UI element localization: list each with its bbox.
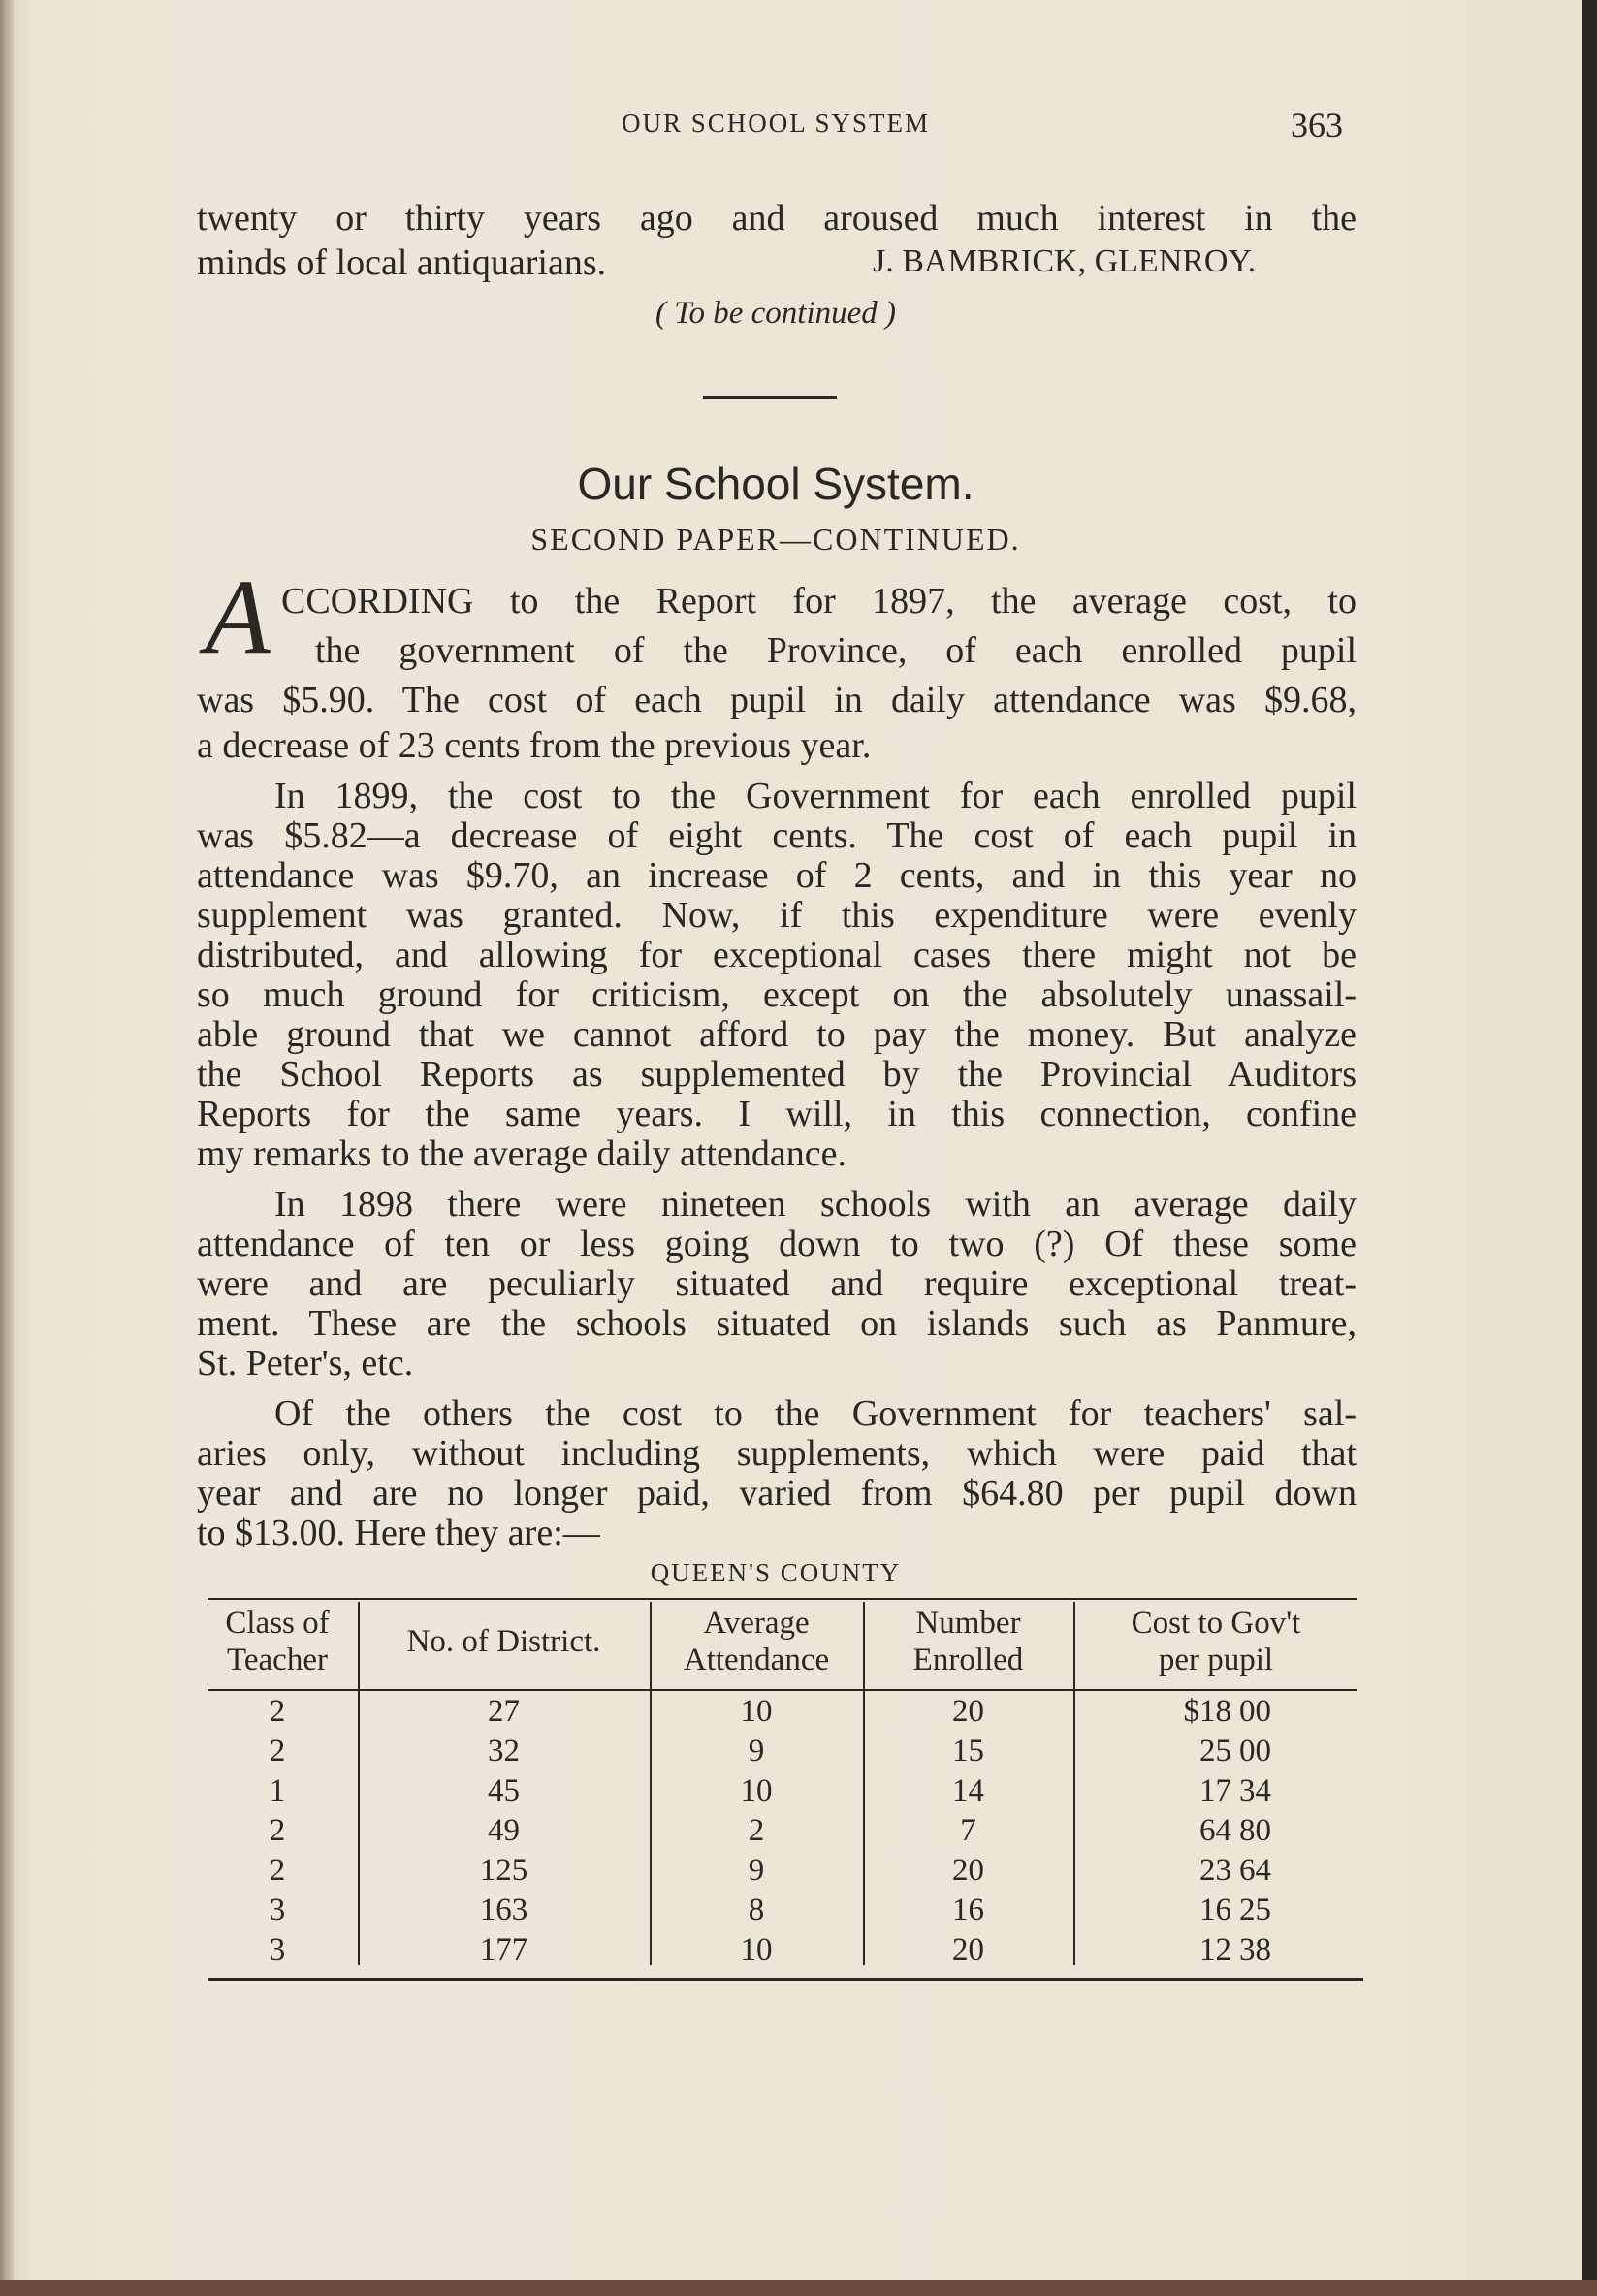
cell-cost-cents: 00	[1239, 1734, 1271, 1769]
cell-district: 177	[479, 1932, 528, 1967]
header-text: No. of District.	[406, 1624, 601, 1659]
header-cost-per-pupil	[1075, 1605, 1357, 1678]
cell-district: 45	[488, 1773, 520, 1808]
paragraph-line: In 1898 there were nineteen schools with an average daily	[274, 1184, 1357, 1225]
paragraph-line: year and are no longer paid, varied from $64.80 per pupil down	[197, 1473, 1357, 1514]
cell-district: 27	[488, 1694, 520, 1729]
cell-class: 1	[269, 1773, 286, 1808]
cell-enrolled: 14	[952, 1773, 984, 1808]
cell-attendance: 8	[748, 1893, 765, 1928]
paragraph-line: so much ground for criticism, except on the absolutely unassail-	[197, 974, 1357, 1015]
paragraph-line: to $13.00. Here they are:—	[197, 1513, 600, 1553]
paragraph-line: the School Reports as supplemented by the Provincial Auditors	[197, 1054, 1357, 1095]
article-subtitle: SECOND PAPER—CONTINUED.	[530, 522, 1021, 557]
cell-attendance: 10	[740, 1694, 773, 1729]
paragraph-line: distributed, and allowing for exceptional cases there might not be	[197, 935, 1357, 975]
cell-district: 32	[488, 1734, 520, 1769]
previous-article-line: twenty or thirty years ago and aroused much interest in the	[197, 198, 1357, 239]
cell-class: 2	[269, 1694, 286, 1729]
article-title: Our School System.	[577, 459, 974, 509]
cell-cost-cents: 25	[1239, 1893, 1271, 1928]
cell-cost-dollars: 17	[1199, 1773, 1231, 1808]
cell-cost-cents: 80	[1239, 1813, 1271, 1848]
paragraph-line: aries only, without including supplements, which were paid that	[197, 1433, 1357, 1474]
cell-cost-dollars: $18	[1183, 1694, 1231, 1729]
paragraph-line: CCORDING to the Report for 1897, the average cost, to	[281, 581, 1357, 622]
cell-class: 2	[269, 1853, 286, 1888]
binding-edge	[0, 0, 14, 2296]
cell-enrolled: 16	[952, 1893, 984, 1928]
header-text: Number	[915, 1606, 1021, 1641]
cell-cost-cents: 64	[1239, 1853, 1271, 1888]
running-head: OUR SCHOOL SYSTEM	[621, 109, 931, 138]
cell-attendance: 9	[748, 1853, 765, 1888]
paragraph-line: attendance was $9.70, an increase of 2 cents, and in this year no	[197, 855, 1357, 896]
paragraph-line: the government of the Province, of each enrolled pupil	[315, 630, 1357, 671]
table-top-rule	[208, 1598, 1357, 1600]
cell-attendance: 2	[748, 1813, 765, 1848]
right-page-edge	[1582, 0, 1597, 2296]
header-average-attendance	[652, 1605, 861, 1678]
header-number-enrolled	[865, 1605, 1071, 1678]
paragraph-line: my remarks to the average daily attendance.	[197, 1133, 846, 1174]
paragraph-line: was $5.82—a decrease of eight cents. The cost of each pupil in	[197, 815, 1357, 856]
cell-class: 3	[269, 1893, 286, 1928]
cell-enrolled: 20	[952, 1694, 984, 1729]
to-be-continued-note: ( To be continued )	[655, 296, 897, 331]
header-text: Teacher	[227, 1642, 328, 1677]
cell-attendance: 10	[740, 1932, 773, 1967]
paragraph-line: St. Peter's, etc.	[197, 1343, 414, 1384]
paragraph-line: Reports for the same years. I will, in this connection, confine	[197, 1094, 1357, 1134]
section-divider	[703, 396, 837, 399]
cell-enrolled: 15	[952, 1734, 984, 1769]
page-number: 363	[1291, 106, 1343, 144]
cell-class: 3	[269, 1932, 286, 1967]
header-text: Average	[703, 1606, 810, 1641]
cell-cost-dollars: 23	[1199, 1853, 1231, 1888]
cell-district: 49	[488, 1813, 520, 1848]
paragraph-line: able ground that we cannot afford to pay the money. But analyze	[197, 1014, 1357, 1055]
cell-enrolled: 7	[960, 1813, 976, 1848]
cell-enrolled: 20	[952, 1932, 984, 1967]
paragraph-line: were and are peculiarly situated and require exceptional treat-	[197, 1263, 1357, 1304]
cell-district: 163	[479, 1893, 528, 1928]
table-header-rule	[208, 1689, 1357, 1691]
header-text: Class of	[225, 1606, 330, 1641]
cell-attendance: 10	[740, 1773, 773, 1808]
cell-enrolled: 20	[952, 1853, 984, 1888]
paragraph-line: was $5.90. The cost of each pupil in daily attendance was $9.68,	[197, 680, 1357, 720]
drop-cap: A	[205, 558, 271, 676]
paragraph-line: ment. These are the schools situated on islands such as Panmure,	[197, 1303, 1357, 1344]
paragraph-line: attendance of ten or less going down to two (?) Of these some	[197, 1224, 1357, 1264]
previous-article-line: minds of local antiquarians.	[197, 242, 607, 283]
cell-cost-cents: 34	[1239, 1773, 1271, 1808]
cell-cost-cents: 38	[1239, 1932, 1271, 1967]
cell-cost-cents: 00	[1239, 1694, 1271, 1729]
table-bottom-rule	[208, 1978, 1363, 1981]
paragraph-line: supplement was granted. Now, if this expenditure were evenly	[197, 895, 1357, 936]
header-district	[360, 1623, 648, 1660]
table-caption: QUEEN'S COUNTY	[650, 1558, 902, 1587]
cell-attendance: 9	[748, 1734, 765, 1769]
header-text: Cost to Gov't	[1131, 1606, 1301, 1641]
header-text: Enrolled	[912, 1642, 1024, 1677]
cell-cost-dollars: 64	[1199, 1813, 1231, 1848]
cell-cost-dollars: 25	[1199, 1734, 1231, 1769]
cell-cost-dollars: 16	[1199, 1893, 1231, 1928]
paragraph-line: Of the others the cost to the Government for teachers' sal-	[274, 1393, 1357, 1434]
header-text: Attendance	[683, 1642, 830, 1677]
cell-district: 125	[479, 1853, 528, 1888]
author-signature: J. BAMBRICK, GLENROY.	[873, 243, 1257, 279]
paragraph-line: In 1899, the cost to the Government for each enrolled pupil	[274, 776, 1357, 816]
header-class-of-teacher	[199, 1605, 356, 1678]
cell-class: 2	[269, 1813, 286, 1848]
bottom-page-edge	[0, 2280, 1597, 2296]
cell-cost-dollars: 12	[1199, 1932, 1231, 1967]
cell-class: 2	[269, 1734, 286, 1769]
paragraph-line: a decrease of 23 cents from the previous year.	[197, 725, 872, 766]
header-text: per pupil	[1158, 1642, 1274, 1677]
